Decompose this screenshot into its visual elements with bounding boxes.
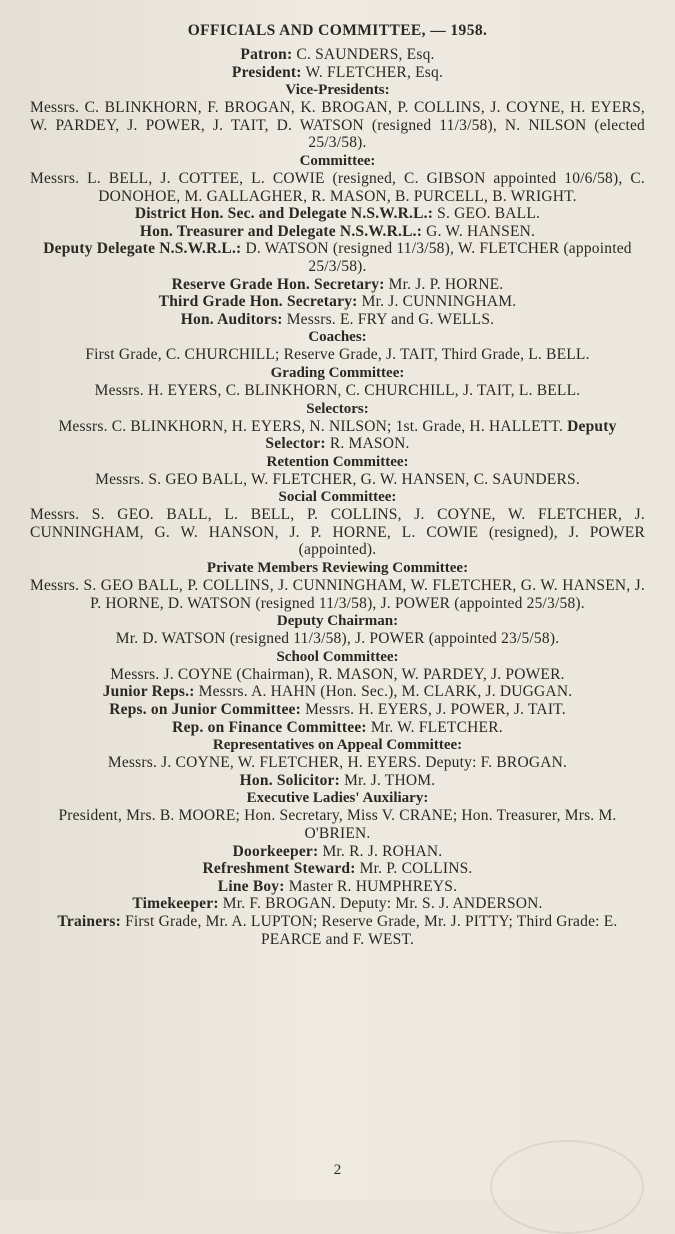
district-sec-line bbox=[30, 205, 645, 223]
timekeeper-line bbox=[30, 895, 645, 913]
deputy-selector-value: R. MASON. bbox=[329, 435, 410, 453]
third-sec-value: Mr. J. CUNNINGHAM. bbox=[361, 293, 517, 311]
timekeeper-value: Mr. F. BROGAN. Deputy: Mr. S. J. ANDERSON. bbox=[222, 895, 543, 913]
committee-text: Messrs. L. BELL, J. COTTEE, L. COWIE (resigned, C. GIBSON appointed 10/6/58), C. DONOHOE, M. GALLAGHER, R. MASON, B. PURCELL, B. WRIGHT. bbox=[30, 169, 645, 205]
trainers-value: First Grade, Mr. A. LUPTON; Reserve Grade, Mr. J. PITTY; Third Grade: E. PEARCE and F. WEST. bbox=[125, 912, 618, 948]
patron-value: C. SAUNDERS, Esq. bbox=[296, 46, 435, 63]
page-title: OFFICIALS AND COMMITTEE, — 1958. bbox=[187, 22, 488, 39]
refreshment-line bbox=[30, 860, 645, 878]
reps-junior-label: Reps. on Junior Committee: bbox=[109, 701, 301, 719]
junior-reps-label: Junior Reps.: bbox=[102, 683, 195, 701]
school-section bbox=[30, 648, 645, 684]
retention-heading: Retention Committee: bbox=[266, 453, 409, 470]
ladies-section bbox=[30, 789, 645, 842]
vice-presidents-text: Messrs. C. BLINKHORN, F. BROGAN, K. BROGAN, P. COLLINS, J. COYNE, H. EYERS, W. PARDEY, J. POWER, J. TAIT, D. WATSON (resigned 11/3/58), N. NILSON (elected 25/3/58). bbox=[30, 99, 645, 152]
third-sec-label: Third Grade Hon. Secretary: bbox=[158, 293, 358, 311]
deputy-chairman-heading: Deputy Chairman: bbox=[276, 613, 399, 630]
coaches-heading: Coaches: bbox=[308, 329, 367, 346]
retention-text: Messrs. S. GEO BALL, W. FLETCHER, G. W. HANSEN, C. SAUNDERS. bbox=[95, 470, 580, 488]
vice-presidents-heading: Vice-Presidents: bbox=[285, 82, 390, 99]
reserve-sec-label: Reserve Grade Hon. Secretary: bbox=[171, 275, 385, 293]
district-sec-label: District Hon. Sec. and Delegate N.S.W.R.L.: bbox=[134, 205, 434, 223]
line-boy-value: Master R. HUMPHREYS. bbox=[288, 877, 458, 895]
treasurer-label: Hon. Treasurer and Delegate N.S.W.R.L.: bbox=[139, 222, 423, 240]
rep-finance-label: Rep. on Finance Committee: bbox=[172, 718, 367, 736]
refreshment-value: Mr. P. COLLINS. bbox=[359, 860, 473, 878]
appeal-heading: Representatives on Appeal Committee: bbox=[212, 737, 463, 754]
coaches-section bbox=[30, 328, 645, 364]
solicitor-value: Mr. J. THOM. bbox=[344, 771, 436, 789]
reps-junior-value: Messrs. H. EYERS, J. POWER, J. TAIT. bbox=[305, 701, 566, 719]
auditors-line bbox=[30, 311, 645, 329]
reps-junior-line bbox=[30, 701, 645, 719]
selectors-names: Messrs. C. BLINKHORN, H. EYERS, N. NILSON; 1st. Grade, H. HALLETT. bbox=[58, 417, 564, 435]
reserve-sec-line bbox=[30, 276, 645, 294]
committee-section bbox=[30, 152, 645, 205]
vice-presidents-section bbox=[30, 81, 645, 152]
appeal-section bbox=[30, 736, 645, 772]
auditors-label: Hon. Auditors: bbox=[180, 310, 283, 328]
social-heading: Social Committee: bbox=[278, 489, 397, 506]
school-text: Messrs. J. COYNE (Chairman), R. MASON, W. PARDEY, J. POWER. bbox=[110, 665, 565, 683]
page-number: 2 bbox=[333, 1162, 342, 1178]
selectors-section bbox=[30, 400, 645, 453]
social-text: Messrs. S. GEO. BALL, L. BELL, P. COLLINS, J. COYNE, W. FLETCHER, J. CUNNINGHAM, G. W. HANSON, J. P. HORNE, L. COWIE (resigned), J. POWER (appointed). bbox=[30, 506, 645, 559]
doorkeeper-label: Doorkeeper: bbox=[232, 842, 319, 860]
selectors-heading: Selectors: bbox=[306, 400, 369, 417]
grading-heading: Grading Committee: bbox=[270, 364, 405, 381]
third-sec-line bbox=[30, 293, 645, 311]
president-line bbox=[30, 64, 645, 82]
president-value: W. FLETCHER, Esq. bbox=[305, 63, 444, 81]
rep-finance-line bbox=[30, 719, 645, 737]
grading-text: Messrs. H. EYERS, C. BLINKHORN, C. CHURCHILL, J. TAIT, L. BELL. bbox=[94, 381, 581, 399]
ladies-text: President, Mrs. B. MOORE; Hon. Secretary, Miss V. CRANE; Hon. Treasurer, Mrs. M. O'BRIEN. bbox=[58, 807, 617, 842]
solicitor-line bbox=[30, 772, 645, 790]
reserve-sec-value: Mr. J. P. HORNE. bbox=[388, 275, 504, 293]
line-boy-line bbox=[30, 878, 645, 896]
patron-line bbox=[30, 46, 645, 64]
deputy-chairman-text: Mr. D. WATSON (resigned 11/3/58), J. POWER (appointed 23/5/58). bbox=[115, 630, 560, 648]
school-heading: School Committee: bbox=[276, 648, 399, 665]
junior-reps-line bbox=[30, 683, 645, 701]
rep-finance-value: Mr. W. FLETCHER. bbox=[370, 718, 503, 736]
deputy-chairman-section bbox=[30, 612, 645, 648]
deputy-delegate-label: Deputy Delegate N.S.W.R.L.: bbox=[43, 240, 242, 258]
junior-reps-value: Messrs. A. HAHN (Hon. Sec.), M. CLARK, J. DUGGAN. bbox=[198, 683, 573, 701]
selectors-text bbox=[30, 418, 645, 453]
social-section bbox=[30, 488, 645, 559]
doorkeeper-value: Mr. R. J. ROHAN. bbox=[322, 842, 443, 860]
appeal-text: Messrs. J. COYNE, W. FLETCHER, H. EYERS. Deputy: F. BROGAN. bbox=[107, 754, 568, 772]
private-members-text: Messrs. S. GEO BALL, P. COLLINS, J. CUNNINGHAM, W. FLETCHER, G. W. HANSEN, J. P. HORNE, D. WATSON (resigned 11/3/58), J. POWER (appointed 25/3/58). bbox=[30, 577, 645, 612]
treasurer-line bbox=[30, 223, 645, 241]
trainers-label: Trainers: bbox=[57, 912, 121, 930]
district-sec-value: S. GEO. BALL. bbox=[437, 205, 541, 223]
deputy-delegate-line bbox=[30, 240, 645, 275]
coaches-text: First Grade, C. CHURCHILL; Reserve Grade, J. TAIT, Third Grade, L. BELL. bbox=[85, 346, 590, 364]
deputy-selector-label: Deputy Selector: bbox=[265, 417, 617, 453]
trainers-line bbox=[30, 913, 645, 948]
private-members-section bbox=[30, 559, 645, 612]
deputy-delegate-value: D. WATSON (resigned 11/3/58), W. FLETCHER (appointed 25/3/58). bbox=[245, 240, 632, 275]
ladies-heading: Executive Ladies' Auxiliary: bbox=[246, 790, 429, 807]
committee-heading: Committee: bbox=[299, 152, 376, 169]
auditors-value: Messrs. E. FRY and G. WELLS. bbox=[286, 310, 495, 328]
private-members-heading: Private Members Reviewing Committee: bbox=[206, 560, 469, 577]
refreshment-label: Refreshment Steward: bbox=[202, 860, 356, 878]
solicitor-label: Hon. Solicitor: bbox=[239, 771, 340, 789]
president-label: President: bbox=[231, 63, 302, 81]
retention-section bbox=[30, 453, 645, 489]
treasurer-value: G. W. HANSEN. bbox=[426, 222, 536, 240]
timekeeper-label: Timekeeper: bbox=[132, 895, 219, 913]
patron-label: Patron: bbox=[240, 46, 293, 63]
doorkeeper-line bbox=[30, 843, 645, 861]
grading-section bbox=[30, 364, 645, 400]
line-boy-label: Line Boy: bbox=[217, 877, 285, 895]
faded-stamp bbox=[490, 1140, 644, 1234]
